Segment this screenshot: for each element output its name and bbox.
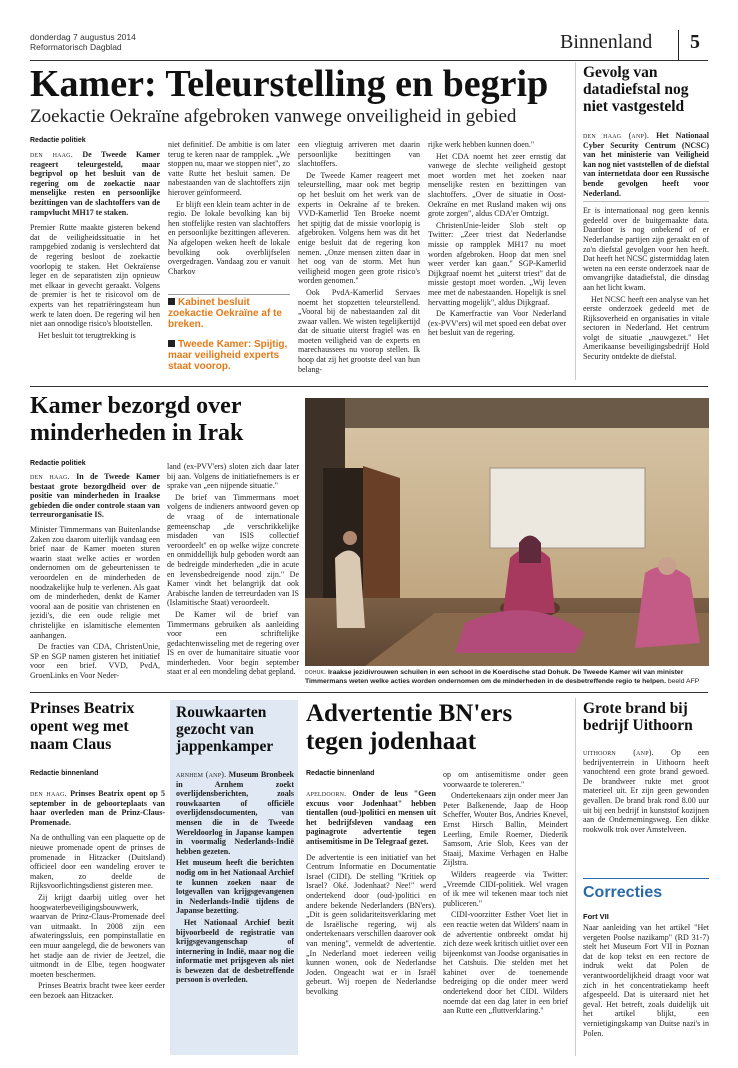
paragraph: Op een bedrijventerrein in Uithoorn heeft vanochtend een grote brand gewoed. De brandweer rukte met groot materieel uit. Er zijn geen gewonden gevallen. De brand brak rond 8.00 uur uit bij een bedrijf in kunststof kozijnen aan de Ondernemingsweg. Een dikke rookwolk trok over Amstelveen.	[583, 748, 709, 834]
classroom-photo	[305, 398, 709, 666]
sidebar-headline: Gevolg van datadiefstal nog niet vastgesteld	[583, 64, 689, 115]
paragraph: Prinses Beatrix bracht twee keer eerder een bezoek aan Hitzacker.	[30, 981, 165, 1000]
article-column-2	[167, 462, 299, 678]
paragraph: Premier Rutte maakte gisteren bekend dat de veiligheidssituatie in het rampgebied zodanig is verslechterd dat de regering besloot de zoekactie voorlopig te staken. Het Oekraïense leger en de separatisten zijn opnieuw met elkaar in gevecht geraakt. Volgens de premier is het te risicovol om de experts van het repatriëringsteam hun werk te laten doen. De regering wil hen niet aan onnodige risico's blootstellen.	[30, 223, 160, 329]
article-column-2	[168, 140, 290, 288]
photo-caption	[305, 669, 709, 686]
article-column-4	[428, 140, 566, 376]
lead-paragraph: Onder de leus "Geen excuus voor Jodenhaat" hebben tientallen (oud-)politici en mensen uit het bedrijfsleven vandaag een paginagrote advertentie tegen antisemitisme in De Telegraaf gezet.	[306, 789, 436, 846]
paragraph: Het NCSC heeft een analyse van het eerste onderzoek gedeeld met de Rijksoverheid en organisaties in vitale sectoren in Nederland. Het centrum volgt de situatie „nauwgezet." Het Amerikaanse beveiligingsbedrijf Hold Security ontdekte de diefstal.	[583, 294, 709, 362]
column-divider	[575, 62, 576, 380]
paragraph: Het besluit tot terugtrekking is	[38, 330, 136, 340]
paragraph: ChristenUnie-leider Slob stelt op Twitter: „Zeer triest dat Nederlandse missie op rampplek MH17 nu moet worden afgebroken. Hoop dat men snel weer verder kan gaan." SGP-Kamerlid Dijkgraaf noemt het „uiterst triest" dat de missie gestopt moet worden. „Wij leven mee met de nabestaanden. Hopelijk is snel hervatting mogelijk", aldus Dijkgraaf.	[428, 220, 566, 307]
lead-paragraph: In de Tweede Kamer bestaat grote bezorgdheid over de positie van minderheden in Iraakse gebieden die onder controle staan van terreurorganisatie IS.	[30, 472, 160, 520]
byline: Redactie binnenland	[306, 770, 375, 777]
correcties-subtitle: Fort VII	[583, 912, 609, 921]
dateline: den haag.	[30, 789, 67, 798]
dateline: uithoorn (anp).	[583, 748, 654, 757]
square-bullet-icon	[168, 340, 175, 347]
paragraph: Ondertekenaars zijn onder meer Jan Peter Balkenende, Jaap de Hoop Scheffer, Wouter Bos, Andries Knevel, Ernst Hirsch Ballin, Meindert Leerling, Emile Roemer, Diederik Samsom, Arie Slob, Kees van der Staaij, Maxime Verhagen en Halbe Zijlstra.	[443, 791, 568, 868]
article-body	[583, 748, 709, 860]
dateline: den haag.	[30, 472, 70, 481]
article-headline: Kamer: Teleurstelling en begrip	[30, 63, 549, 105]
paragraph: Het museum heeft die berichten nodig om in het Nationaal Archief te kunnen zoeken naar de lotgevallen van krijgsgevangenen in Nederlands-Indië tijdens de Japanse bezetting.	[176, 858, 294, 916]
paragraph: Het Nationaal Archief bezit bijvoorbeeld de registratie van krijgsgevangenschap of internering in Indië, maar nog die informatie met prijsgeven als niet is bewezen dat de desbetreffende persoon is overleden.	[176, 917, 294, 985]
paragraph: Er is internationaal nog geen kennis gedeeld over de buitgemaakte data. Daardoor is nog onbekend of er Nederlandse partijen zijn geraakt en of zo'n diefstal gevolgen voor hen heeft. Dat heeft het NCSC gistermiddag laten weten na een eerste onderzoek naar de omvangrijke datadiefstal, die dinsdag aan het licht kwam.	[583, 206, 709, 292]
masthead-divider	[678, 30, 679, 60]
correcties-text: Naar aanleiding van het artikel "Het vergeten Poolse nazikamp" (RD 31-7) stelt het Museum Fort VII in Poznan dat de kop tekst en een rectore de indruk wekt dat Polen de verantwoordelijkheid draagt voor wat zich in het concentratiekamp heeft afgespeeld. Dat is uiteraard niet het geval. Het betreft, zoals duidelijk uit het artikel blijkt, een vernietigingskamp van Duitse nazi's in Polen.	[583, 923, 709, 1038]
news-photo	[305, 398, 709, 666]
paragraph: De Kamerfractie van Voor Nederland (ex-PVV'ers) wil met spoed een debat over het besluit van de regering.	[428, 309, 566, 338]
article-headline: Rouwkaarten gezocht van jappenkamper	[176, 704, 274, 755]
photo-credit: beeld AFP	[667, 677, 700, 685]
paragraph: Wilders reageerde via Twitter: „Vreemde CIDI-politiek. Wel vragen of ik mee wil tekenen maar toch niet publiceren."	[443, 869, 568, 908]
caption-text: Iraakse jezidivrouwen schuilen in een school in de Koerdische stad Dohuk. De Tweede Kamer wil van minister Timmermans weten welke acties worden ondernomen om de minderheden in de desbetreffende regio te helpen.	[305, 669, 684, 685]
article-headline: Prinses Beatrix opent weg met naam Claus	[30, 700, 135, 753]
paragraph: CIDI-voorzitter Esther Voet liet in een reactie weten dat Wilders' naam in de advertentie ontbreekt omdat hij zich deze week kritisch uitliet over een bijeenkomst van Joodse organisaties in het Catshuis. Die stelden met het kabinet over de toenemende bedreiging op die onder meer werd ondertekend door het CIDI. Wilders noemde dat een dag later in een brief aan Rutte een „fluttverklaring."	[443, 910, 568, 1016]
paragraph: Minister Timmermans van Buitenlandse Zaken zou daarom uiterlijk vandaag een brief naar de Kamer moeten sturen waarin staat welke acties er worden ondernomen om de gebeurtenissen te veroordelen en de minderheden de noodzakelijke hulp te verlenen. Als gaat om de minderheden, denkt de Kamer vooral aan de positie van christenen en jezidi's, die een oude religie met christelijke en islamitische elementen aanhangen.	[30, 524, 160, 640]
sidebar-body	[583, 131, 709, 381]
article-column-1	[30, 460, 160, 680]
article-headline: Grote brand bij bedrijf Uithoorn	[583, 700, 693, 734]
newspaper-name: Reformatorisch Dagblad	[30, 42, 122, 52]
paragraph: Het CDA noemt het zeer ernstig dat vanwege de slechte veiligheid gestopt moet worden met het zoeken naar menselijke resten en bezittingen van slachtoffers. „Over de situatie in Oost-Oekraïne en met Rusland maken wij ons grote zorgen", aldus CDA'er Omtzigt.	[428, 151, 566, 219]
byline: Redactie politiek	[30, 137, 86, 144]
dateline: arnhem (anp).	[176, 770, 227, 779]
article-subheadline: Zoekactie Oekraïne afgebroken vanwege onveiligheid in gebied	[30, 106, 517, 127]
article-column	[30, 770, 165, 1055]
paragraph: een vliegtuig arriveren met daarin persoonlijke bezittingen van slachtoffers.	[298, 140, 420, 169]
dateline: den haag.	[30, 150, 73, 159]
article-body	[306, 789, 436, 998]
caption-place: dohuk.	[305, 669, 327, 676]
paragraph: Na de onthulling van een plaquette op de nieuwe promenade opent de prinses de promenade in Hitzacker (Duitsland) officieel door een wandeling erover te maken, zo deelde de Rijksvoorlichtingsdienst gisteren mee.	[30, 833, 165, 891]
paragraph: Er blijft een klein team achter in de regio. De lokale bevolking kan bij hen stoffelijke resten van slachtoffers en persoonlijke bezittingen afleveren. Na afgelopen weken heeft de lokale bevolking ook overblijfselen overgedragen. Vandaag zou er vanuit Charkov	[168, 199, 290, 276]
top-rule	[30, 60, 708, 61]
paragraph: Ook PvdA-Kamerlid Servaes noemt het stopzetten teleurstellend. „Vooral bij de nabestaanden zal dit zwaar vallen. We wisten tegelijkertijd dat de situatie uiterst fragiel was en moeten veiligheid van de experts en marechaussees nu voorop stellen. Ik hoop dat zij het grootste deel van hun belang-	[298, 287, 420, 374]
paragraph: Zij krijgt daarbij uitleg over het hoogwaterbeveiligingsbouwwerk, waarvan de Prinz-Claus-Promenade deel van uitmaakt. In 2008 zijn een afwateringssluis, een pompinstallatie en een muur aangelegd, die de bewoners van het stadje aan de rivier de Jeetzel, die uitmondt in de Elbe, tegen hoogwater moeten beschermen.	[30, 892, 165, 979]
lead-paragraph: Museum Bronbeek in Arnhem zoekt overlijdensberichten, zoals rouwkaarten of officiële overlijdensdocumenten, van mensen die in de Tweede Wereldoorlog in Japanse kampen in voormalig Nederlands-Indië hebben gezeten.	[176, 770, 294, 856]
article-body	[30, 472, 160, 682]
article-body	[176, 770, 294, 1050]
paragraph: De fracties van CDA, ChristenUnie, SP en SGP namen gisteren het initiatief voor een brief. VVD, PvdA, GroenLinks en Voor Neder-	[30, 642, 160, 680]
lead-paragraph: De Tweede Kamer reageert teleurgesteld, maar begripvol op het besluit van de regering om de zoekactie naar menselijke resten en persoonlijke bezittingen van de slachtoffers van de rampvlucht MH17 te staken.	[30, 150, 160, 217]
paragraph: De Tweede Kamer reageert met teleurstelling, maar ook met begrip op het besluit om het werk van de experts in Oekraïne af te breken. VVD-Kamerlid Ten Broeke noemt het spijtig dat de missie voorlopig is afgebroken. Volgens hem was dit het enige besluit dat de regering kon nemen. „Onze mensen zitten daar in het oog van de storm. Met hun veiligheid mogen geen grote risico's worden genomen."	[298, 170, 420, 286]
pull-quote-text: Kabinet besluit zoekactie Oekraïne af te breken.	[168, 297, 282, 330]
paragraph: niet definitief. De ambitie is om later terug te keren naar de rampplek. „We stoppen nu, maar we stoppen niet", zo vatte Rutte het besluit samen. De nabestaanden van de slachtoffers zijn hierover geïnformeerd.	[168, 140, 290, 197]
correcties-body	[583, 912, 709, 1055]
pull-quote-1	[168, 297, 290, 330]
article-column-2	[443, 770, 568, 1055]
square-bullet-icon	[168, 298, 175, 305]
correcties-title: Correcties	[583, 884, 663, 901]
article-headline: Advertentie BN'ers tegen jodenhaat	[306, 700, 513, 755]
page-number: 5	[690, 31, 700, 53]
lead-paragraph: Prinses Beatrix opent op 5 september in de geboorteplaats van haar overleden man de Prinz-Claus-Promenade.	[30, 789, 165, 827]
article-column-1	[306, 770, 436, 1055]
article-column-1	[30, 137, 160, 377]
pull-quote-2	[168, 339, 290, 372]
callout-rule	[168, 294, 290, 295]
column-divider	[575, 698, 576, 1056]
pull-quote-text: Tweede Kamer: Spijtig, maar veiligheid experts staat voorop.	[168, 339, 288, 372]
article-body	[30, 150, 160, 342]
issue-date: donderdag 7 augustus 2014	[30, 32, 136, 42]
section-rule	[30, 692, 708, 693]
byline: Redactie politiek	[30, 460, 86, 467]
dateline: den haag (anp).	[583, 131, 650, 140]
paragraph: rijke werk hebben kunnen doen."	[428, 140, 535, 149]
paragraph: De advertentie is een initiatief van het Centrum Informatie en Documentatie Israel (CIDI). De stelling "Kritiek op Israel? Oké. Jodenhaat? Nee!" werd ondertekend door (oud-)politici en andere bekende Nederlanders (BN'ers). „Dit is geen solidariteitsverklaring met de Israëlische regering, wij als ondertekenaars verschillen daarover ook van mening", vermeldt de advertentie. „In Nederland moet iedereen veilig kunnen wonen, ook de Nederlandse Joden. Ongeacht wat er in Israël gebeurt. Wij roepen de Nederlandse bevolking	[306, 852, 436, 996]
byline: Redactie binnenland	[30, 770, 99, 777]
article-headline: Kamer bezorgd over minderheden in Irak	[30, 393, 244, 446]
paragraph: De brief van Timmermans moet volgens de indieners antwoord geven op de vraag of de internationale gemeenschap „de verschrikkelijke misdaden van ISIS collectief veroordeelt" en op welke wijze concrete en onmiddellijk hulp geboden wordt aan de bedreigde minderheden „die in acute en levensbedreigende nood zijn." De Kamer vindt het belangrijk dat ook Arabische landen de terreurdaden van IS (Islamitische Staat) veroordeelt.	[167, 492, 299, 608]
paragraph: De Kamer wil de brief van Timmermans gebruiken als aanleiding voor een schriftelijke gedachtenwisseling met de regering over IS en over de humanitaire situatie voor minderheden. Voor begin september staat er al een mondeling debat gepland.	[167, 609, 299, 677]
paragraph: op om antisemitisme onder geen voorwaarde te tolereren."	[443, 770, 568, 789]
article-body	[30, 789, 165, 1002]
masthead-date	[30, 32, 136, 52]
article-column-3	[298, 140, 420, 376]
paragraph: land (ex-PVV'ers) sloten zich daar later bij aan. Volgens de initiatiefnemers is er sprake van „een nijpende situatie."	[167, 462, 299, 491]
correcties-rule	[583, 878, 709, 879]
section-name: Binnenland	[560, 31, 653, 53]
lead-paragraph: Het Nationaal Cyber Security Centrum (NCSC) van het ministerie van Veiligheid kan nog niet vaststellen of de diefstal van internetdata door een Russische bende gevolgen heeft voor Nederland.	[583, 131, 709, 198]
dateline: apeldoorn.	[306, 789, 347, 798]
section-rule	[30, 386, 708, 387]
separator	[583, 201, 709, 202]
